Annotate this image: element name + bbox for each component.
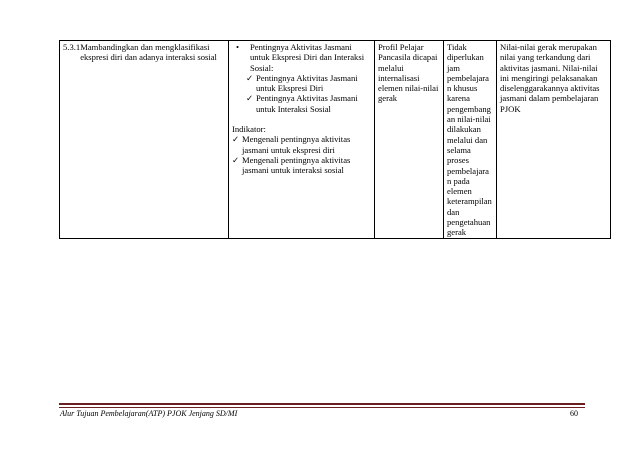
bullet-icon: • (236, 42, 240, 52)
indikator-item: Mengenali pentingnya aktivitas jasmani untuk interaksi sosial (242, 154, 351, 176)
indikator-label: Indikator: (232, 124, 266, 135)
check-icon: ✓ (232, 154, 240, 165)
footer-rule (59, 403, 585, 405)
indikator-item: Mengenali pentingnya aktivitas jasmani untuk ekspresi diri (242, 134, 351, 155)
material-bullet-text: Pentingnya Aktivitas Jasmani untuk Ekspresi Diri dan Interaksi Sosial: (250, 42, 365, 73)
page-number: 60 (570, 409, 578, 418)
material-sub-item: Pentingnya Aktivitas Jasmani untuk Ekspresi Diri (256, 72, 358, 94)
objective-text: Mambandingkan dan mengklasifikasi ekspresi diri dan adanya interaksi sosial (80, 42, 217, 63)
check-icon: ✓ (246, 72, 254, 83)
footer-title: Alur Tujuan Pembelajaran(ATP) PJOK Jenjang SD/MI (60, 409, 238, 418)
check-icon: ✓ (246, 93, 254, 104)
allocation-cell: Tidak diperlukan jam pembelajara n khusus karena pengembang an nilai-nilai dilakukan melalui dan selama proses pembelajara n pada elemen keterampilan dan pengetahuan gerak (444, 41, 497, 239)
values-cell: Nilai-nilai gerak merupakan nilai yang terkandung dari aktivitas jasmani. Nilai-nilai ini mengiringi pelaksanakan diselenggarakannya aktivitas jasmani dalam pembelajaran PJOK (497, 41, 611, 239)
table-row (60, 41, 611, 239)
material-sub-item: Pentingnya Aktivitas Jasmani untuk Interaksi Sosial (256, 93, 358, 114)
objective-number: 5.3.1 (63, 42, 81, 52)
learning-objective-cell (60, 41, 229, 239)
profile-cell: Profil Pelajar Pancasila dicapai melalui internalisasi elemen nilai-nilai gerak (375, 41, 444, 239)
footer-rule-thin (59, 407, 585, 408)
check-icon: ✓ (232, 134, 240, 145)
material-cell (229, 41, 375, 239)
atp-table (59, 40, 611, 239)
